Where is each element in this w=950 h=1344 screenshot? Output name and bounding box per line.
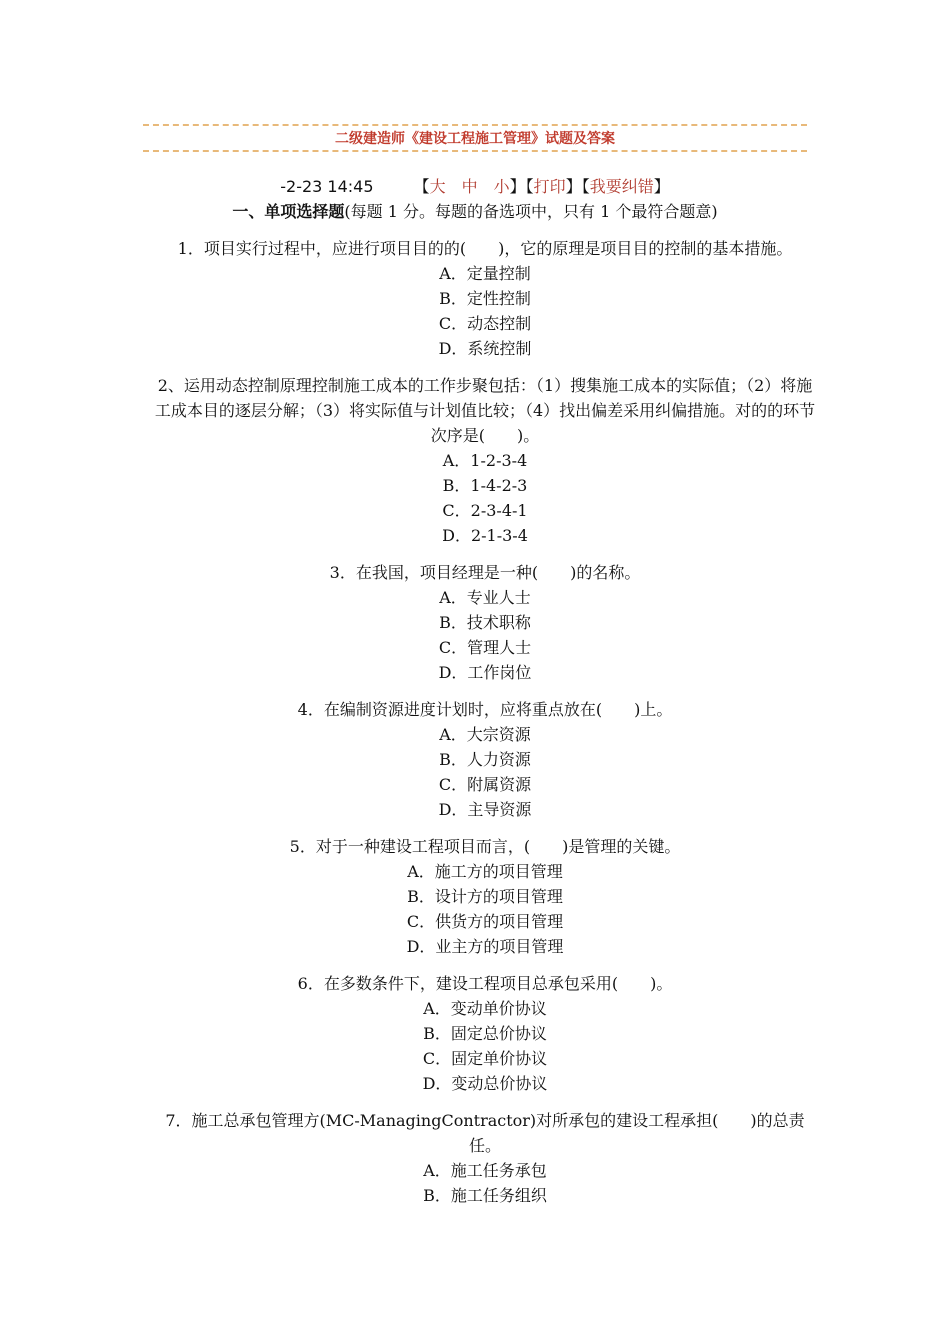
option: B．施工任务组织: [423, 1186, 547, 1205]
section-note: (每题 1 分。每题的备选项中，只有 1 个最符合题意): [344, 202, 718, 221]
option: B．固定总价协议: [423, 1024, 547, 1043]
option-list: [150, 261, 820, 361]
option: A．定量控制: [439, 264, 531, 283]
option: D．业主方的项目管理: [406, 937, 564, 956]
option-list: [150, 448, 820, 548]
bracket: 】: [653, 177, 670, 196]
question: [150, 373, 820, 548]
question: [150, 1108, 820, 1208]
question-stem: 7．施工总承包管理方(MC-ManagingContractor)对所承包的建设工程承担( )的总责任。: [165, 1111, 805, 1155]
font-large-link[interactable]: 大: [429, 177, 446, 196]
option: B．设计方的项目管理: [407, 887, 563, 906]
section-heading: [0, 201, 950, 223]
option: A．专业人士: [439, 588, 531, 607]
question-stem: 6．在多数条件下，建设工程项目总承包采用( )。: [297, 974, 673, 993]
option: C．附属资源: [438, 775, 532, 794]
top-dashed-divider: [143, 124, 807, 126]
option: C．2-3-4-1: [442, 501, 528, 520]
question-stem: 4．在编制资源进度计划时，应将重点放在( )上。: [297, 700, 673, 719]
print-link[interactable]: 打印: [533, 177, 566, 196]
option: A．大宗资源: [439, 725, 531, 744]
question: [150, 236, 820, 361]
option-list: [150, 1158, 820, 1208]
option: D．主导资源: [438, 800, 532, 819]
option: B．1-4-2-3: [442, 476, 528, 495]
option: B．定性控制: [439, 289, 531, 308]
question-list: [150, 236, 820, 1220]
bracket: 【: [581, 177, 590, 196]
report-error-link[interactable]: 我要纠错: [589, 177, 654, 196]
page-title: 二级建造师《建设工程施工管理》试题及答案: [335, 131, 615, 147]
question: [150, 971, 820, 1096]
font-medium-link[interactable]: 中: [461, 177, 478, 196]
option: B．人力资源: [439, 750, 531, 769]
option: A．施工任务承包: [423, 1161, 547, 1180]
option: A．变动单价协议: [423, 999, 547, 1018]
bracket: 】: [509, 177, 526, 196]
font-small-link[interactable]: 小: [493, 177, 510, 196]
question: [150, 560, 820, 685]
bracket: 【: [421, 177, 430, 196]
option: C．管理人士: [438, 638, 532, 657]
option-list: [150, 996, 820, 1096]
bracket: 【: [525, 177, 534, 196]
option: C．供货方的项目管理: [406, 912, 564, 931]
option: A．施工方的项目管理: [407, 862, 563, 881]
publish-date: -2-23 14:45: [280, 177, 374, 196]
option-list: [150, 722, 820, 822]
question-stem: 2、运用动态控制原理控制施工成本的工作步聚包括：（1）搜集施工成本的实际值；（2）将施工成本目的逐层分解；（3）将实际值与计划值比较；（4）找出偏差采用纠偏措施。对的的环节次序是( )。: [154, 376, 816, 445]
option: C．固定单价协议: [422, 1049, 548, 1068]
option: D．系统控制: [438, 339, 532, 358]
bottom-dashed-divider: [143, 150, 807, 152]
option: A．1-2-3-4: [442, 451, 528, 470]
question-stem: 3．在我国，项目经理是一种( )的名称。: [329, 563, 641, 582]
option: D．工作岗位: [438, 663, 532, 682]
question: [150, 697, 820, 822]
question-stem: 5．对于一种建设工程项目而言，( )是管理的关键。: [289, 837, 681, 856]
option-list: [150, 585, 820, 685]
option: B．技术职称: [439, 613, 531, 632]
option: D．2-1-3-4: [442, 526, 528, 545]
option-list: [150, 859, 820, 959]
option: D．变动总价协议: [422, 1074, 548, 1093]
article-meta: [0, 176, 950, 198]
option: C．动态控制: [438, 314, 532, 333]
question-stem: 1．项目实行过程中，应进行项目目的的( )，它的原理是项目目的控制的基本措施。: [177, 239, 793, 258]
bracket: 】: [565, 177, 582, 196]
section-title: 一、单项选择题: [232, 202, 345, 221]
question: [150, 834, 820, 959]
